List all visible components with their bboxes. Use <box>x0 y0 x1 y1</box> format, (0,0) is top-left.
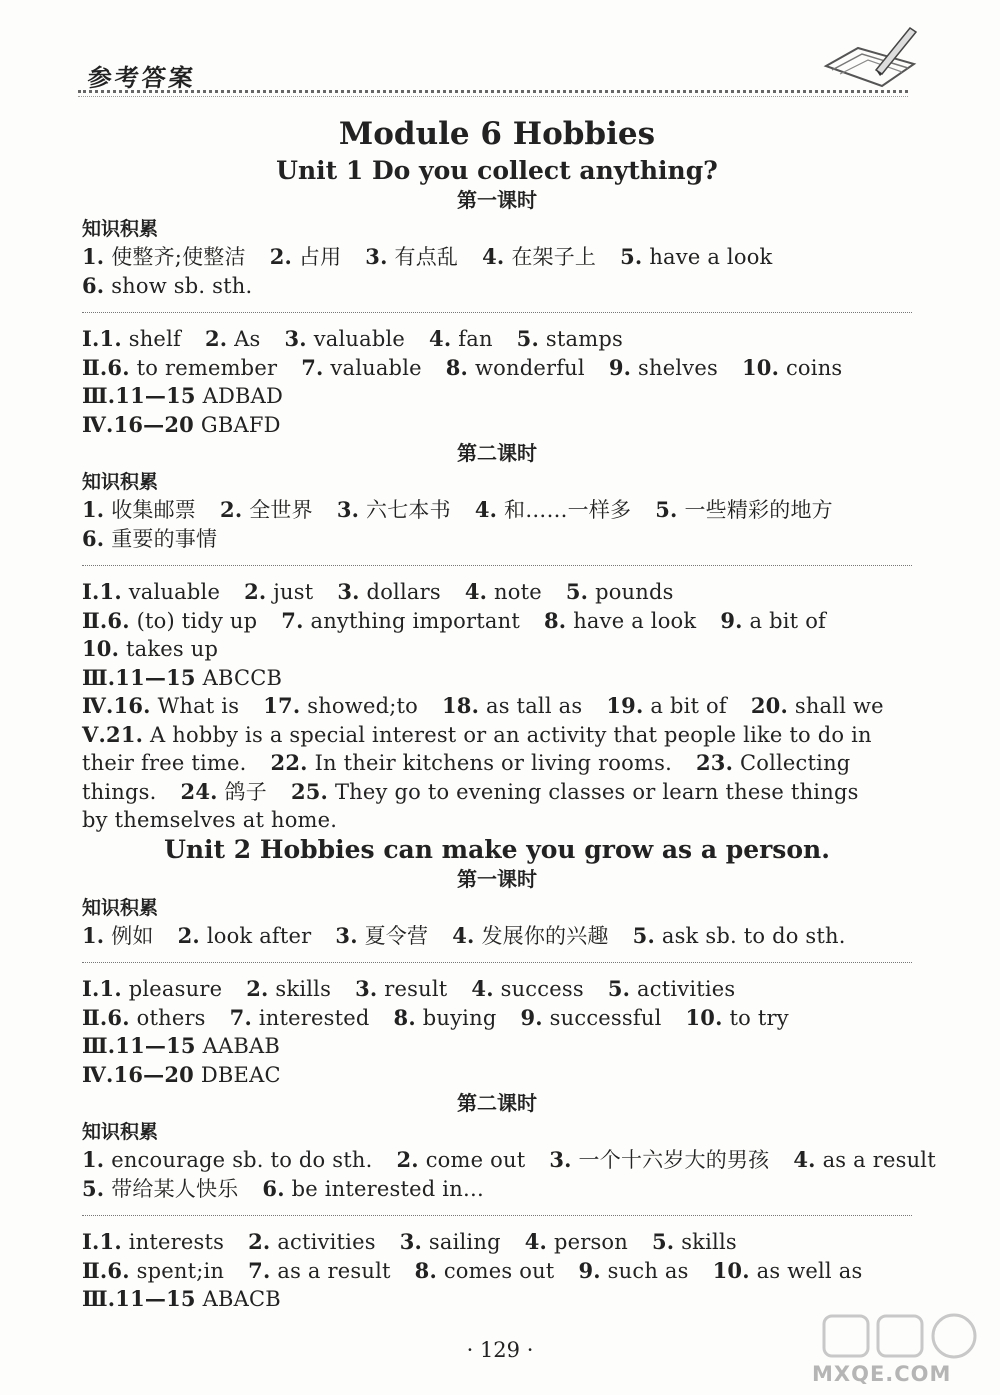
knowledge-line <box>82 272 912 301</box>
exercise-line <box>82 1228 912 1257</box>
knowledge-line <box>82 496 912 525</box>
item-number: 23. <box>695 750 734 775</box>
item-answer: successful <box>542 1005 662 1030</box>
item-number: 7. <box>248 1257 271 1283</box>
item-answer: 全世界 <box>242 498 313 522</box>
item-answer: AABAB <box>195 1034 280 1058</box>
item-answer: coins <box>779 355 843 380</box>
knowledge-line <box>82 1146 936 1175</box>
exercise-line <box>82 721 912 750</box>
item-answer: 和……一样多 <box>497 498 632 522</box>
item-answer: such as <box>600 1258 689 1283</box>
item-number: 9. <box>608 354 632 380</box>
item-number: 9. <box>520 1004 543 1030</box>
item-number: Ⅳ.16. <box>82 693 151 718</box>
item-answer: success <box>493 977 584 1001</box>
page-header <box>78 48 908 108</box>
item-answer: What is <box>150 694 240 718</box>
item-number: 1. <box>82 244 105 269</box>
item-number: Ⅱ.6. <box>82 1004 130 1030</box>
item-number: 3. <box>335 922 358 948</box>
item-answer: Collecting <box>733 751 851 775</box>
item-answer: They go to evening classes or learn these things <box>328 779 859 804</box>
item-number: 2. <box>244 579 267 604</box>
exercise-line <box>82 806 912 835</box>
item-answer: to try <box>722 1005 789 1030</box>
item-number: 3. <box>549 1147 572 1172</box>
item-answer: ABACB <box>195 1287 281 1311</box>
item-answer: to remember <box>129 355 278 380</box>
exercise-line <box>82 1061 912 1090</box>
item-answer: takes up <box>119 637 219 661</box>
item-number: 2. <box>248 1229 271 1254</box>
dotted-divider <box>82 962 912 963</box>
exercise-line <box>82 778 912 807</box>
item-number: 19. <box>606 693 644 718</box>
item-number: Ⅱ.6. <box>82 1257 130 1283</box>
item-number: 1. <box>82 922 105 948</box>
item-number: Ⅰ.1. <box>82 579 122 604</box>
item-answer: encourage sb. to do sth. <box>104 1148 373 1172</box>
item-answer: stamps <box>539 327 623 351</box>
item-number: 2. <box>220 497 243 522</box>
item-answer: (to) tidy up <box>129 608 258 633</box>
exercise-line <box>82 578 912 607</box>
item-number: 4. <box>524 1229 548 1254</box>
item-number: Ⅰ.1. <box>82 1229 122 1254</box>
item-number: Ⅳ.16—20 <box>82 411 194 437</box>
item-number: 8. <box>393 1004 416 1030</box>
item-answer: fan <box>451 327 493 351</box>
item-number: 5. <box>652 1229 675 1254</box>
exercise-line <box>82 1257 912 1286</box>
item-answer: comes out <box>436 1258 555 1283</box>
item-answer: 有点乱 <box>387 245 459 269</box>
item-number: 6. <box>82 272 105 298</box>
pencil-paper-icon <box>818 20 928 100</box>
item-answer: A hobby is a special interest or an activity that people like to do in <box>143 722 872 747</box>
header-rule-secondary <box>78 96 908 97</box>
item-answer: things. <box>82 779 157 804</box>
item-number: Ⅲ.11—15 <box>82 383 196 408</box>
item-answer: 发展你的兴趣 <box>474 923 609 948</box>
dotted-divider <box>82 312 912 313</box>
item-number: 24. <box>180 778 218 804</box>
item-answer: 六七本书 <box>359 498 451 522</box>
item-answer: showed;to <box>300 694 418 718</box>
item-answer: anything important <box>303 608 520 633</box>
item-number: 4. <box>452 922 475 948</box>
item-answer: a bit of <box>643 694 727 718</box>
exercise-line <box>82 635 912 664</box>
item-number: 8. <box>414 1257 437 1283</box>
item-answer: activities <box>630 977 736 1001</box>
item-number: 10. <box>712 1257 750 1283</box>
item-number: 3. <box>355 976 378 1001</box>
item-number: 3. <box>399 1229 423 1254</box>
item-answer: as a result <box>270 1258 391 1283</box>
answer-content <box>82 112 936 1314</box>
watermark-logo-icon <box>822 1312 982 1360</box>
item-number: 3. <box>336 497 360 522</box>
exercise-line <box>82 692 912 721</box>
item-number: 4. <box>471 976 494 1001</box>
item-number: 7. <box>301 354 324 380</box>
item-number: 18. <box>441 693 480 718</box>
item-number: 25. <box>290 778 329 804</box>
item-number: 6. <box>82 525 105 551</box>
item-number: 10. <box>685 1004 723 1030</box>
item-answer: 占用 <box>292 245 342 269</box>
lesson-title: 第一课时 <box>457 188 537 212</box>
item-number: Ⅰ.1. <box>82 976 122 1001</box>
item-number: 5. <box>632 922 655 948</box>
item-number: 17. <box>263 693 301 718</box>
exercise-line <box>82 664 912 693</box>
item-answer: 鸽子 <box>217 779 267 804</box>
item-number: Ⅱ.6. <box>82 607 130 633</box>
knowledge-label: 知识积累 <box>82 1121 159 1143</box>
item-number: Ⅲ.11—15 <box>82 664 196 690</box>
item-number: 5. <box>607 976 631 1001</box>
item-answer: by themselves at home. <box>82 808 338 832</box>
item-answer: skills <box>268 977 332 1001</box>
item-answer: 使整齐;使整洁 <box>104 245 246 269</box>
knowledge-line <box>82 922 912 951</box>
item-number: 5. <box>620 244 643 269</box>
dotted-divider <box>82 1215 912 1216</box>
item-answer: 收集邮票 <box>104 498 197 522</box>
knowledge-line <box>82 1175 912 1204</box>
item-answer: ABCCB <box>195 665 283 690</box>
item-number: 4. <box>474 497 498 522</box>
item-number: Ⅲ.11—15 <box>82 1286 196 1311</box>
item-number: 4. <box>482 244 505 269</box>
header-title: 参考答案 <box>86 64 198 92</box>
lesson-title: 第一课时 <box>457 866 537 891</box>
exercise-line <box>82 325 912 354</box>
item-number: 3. <box>284 326 307 351</box>
item-number: 2. <box>177 922 200 948</box>
item-answer: interested <box>252 1005 370 1030</box>
item-number: Ⅲ.11—15 <box>82 1033 196 1058</box>
item-answer: shelves <box>631 355 718 380</box>
item-answer: 带给某人快乐 <box>104 1176 239 1201</box>
item-answer: have a look <box>566 608 697 633</box>
item-answer: shelf <box>121 327 181 351</box>
unit-title: Unit 1 Do you collect anything? <box>276 156 718 185</box>
item-answer: valuable <box>323 355 422 380</box>
exercise-line <box>82 1285 912 1314</box>
item-answer: result <box>377 977 448 1001</box>
item-answer: come out <box>418 1148 526 1172</box>
item-number: 1. <box>82 1147 105 1172</box>
item-number: 4. <box>793 1147 816 1172</box>
knowledge-line <box>82 525 912 554</box>
item-answer: as a result <box>815 1148 936 1172</box>
item-number: 4. <box>464 579 488 604</box>
item-answer: look after <box>199 923 312 948</box>
item-answer: skills <box>674 1230 737 1254</box>
exercise-line <box>82 411 912 440</box>
item-answer: 夏令营 <box>357 923 429 948</box>
module-title: Module 6 Hobbies <box>338 116 656 152</box>
item-number: 6. <box>262 1175 285 1201</box>
item-answer: DBEAC <box>194 1062 281 1087</box>
exercise-line <box>82 607 912 636</box>
item-number: 5. <box>565 579 589 604</box>
item-number: 8. <box>543 607 567 633</box>
item-number: 4. <box>429 326 452 351</box>
item-answer: In their kitchens or living rooms. <box>307 751 672 775</box>
item-answer: as well as <box>749 1258 863 1283</box>
item-answer: be interested in… <box>284 1176 485 1201</box>
item-number: 22. <box>270 750 308 775</box>
unit-title: Unit 2 Hobbies can make you grow as a person. <box>164 834 830 864</box>
watermark <box>808 1312 998 1392</box>
item-number: Ⅴ.21. <box>82 721 144 747</box>
item-number: 3. <box>337 579 360 604</box>
item-answer: 一些精彩的地方 <box>677 498 833 522</box>
item-answer: a bit of <box>742 608 827 633</box>
exercise-line <box>82 975 912 1004</box>
item-answer: 重要的事情 <box>104 526 218 551</box>
item-number: 7. <box>229 1004 252 1030</box>
item-number: 9. <box>720 607 743 633</box>
item-number: Ⅱ.6. <box>82 354 130 380</box>
item-answer: pounds <box>588 580 674 604</box>
item-number: 2. <box>204 326 228 351</box>
item-answer: dollars <box>359 580 441 604</box>
item-answer: others <box>129 1005 206 1030</box>
exercise-line <box>82 354 912 383</box>
item-number: 7. <box>281 607 304 633</box>
item-answer: ADBAD <box>195 384 284 408</box>
item-answer: As <box>227 327 261 351</box>
item-number: 20. <box>750 693 788 718</box>
item-answer: GBAFD <box>194 412 281 437</box>
item-number: 5. <box>82 1175 105 1201</box>
knowledge-label: 知识积累 <box>82 471 159 493</box>
item-number: 10. <box>82 636 120 661</box>
item-answer: pleasure <box>121 977 223 1001</box>
item-number: 2. <box>246 976 269 1001</box>
item-answer: activities <box>270 1230 376 1254</box>
item-answer: have a look <box>642 245 773 269</box>
lesson-title: 第二课时 <box>457 1091 537 1115</box>
item-number: 3. <box>365 244 388 269</box>
item-answer: buying <box>415 1005 497 1030</box>
item-answer: shall we <box>787 694 884 718</box>
item-answer: valuable <box>121 580 221 604</box>
item-answer: person <box>547 1230 628 1254</box>
exercise-line <box>82 382 912 411</box>
knowledge-label: 知识积累 <box>82 218 159 240</box>
item-answer: just <box>266 580 314 604</box>
item-answer: 例如 <box>104 923 154 948</box>
item-number: 5. <box>655 497 678 522</box>
dotted-divider <box>82 565 912 566</box>
item-number: 10. <box>741 354 780 380</box>
item-number: 1. <box>82 497 105 522</box>
item-answer: their free time. <box>82 751 247 775</box>
knowledge-line <box>82 243 912 272</box>
item-number: 5. <box>516 326 539 351</box>
item-answer: 一个十六岁大的男孩 <box>571 1148 770 1172</box>
item-answer: note <box>487 580 542 604</box>
exercise-line <box>82 1032 912 1061</box>
item-number: Ⅳ.16—20 <box>82 1061 194 1087</box>
watermark-text: MXQE.COM <box>812 1362 952 1386</box>
header-rule <box>78 90 908 93</box>
item-number: 8. <box>445 354 469 380</box>
page-number: · 129 · <box>466 1338 534 1362</box>
item-answer: show sb. sth. <box>104 273 253 298</box>
exercise-line <box>82 749 912 778</box>
item-answer: interests <box>121 1230 225 1254</box>
item-number: 2. <box>396 1147 419 1172</box>
item-answer: as tall as <box>479 694 583 718</box>
item-number: 9. <box>578 1257 601 1283</box>
item-answer: sailing <box>422 1230 501 1254</box>
lesson-title: 第二课时 <box>457 441 537 465</box>
exercise-line <box>82 1004 912 1033</box>
item-answer: spent;in <box>129 1258 225 1283</box>
item-number: Ⅰ.1. <box>82 326 122 351</box>
knowledge-label: 知识积累 <box>82 896 159 919</box>
item-answer: 在架子上 <box>504 245 597 269</box>
item-number: 2. <box>269 244 293 269</box>
item-answer: ask sb. to do sth. <box>654 923 846 948</box>
item-answer: wonderful <box>468 355 585 380</box>
item-answer: valuable <box>306 327 406 351</box>
